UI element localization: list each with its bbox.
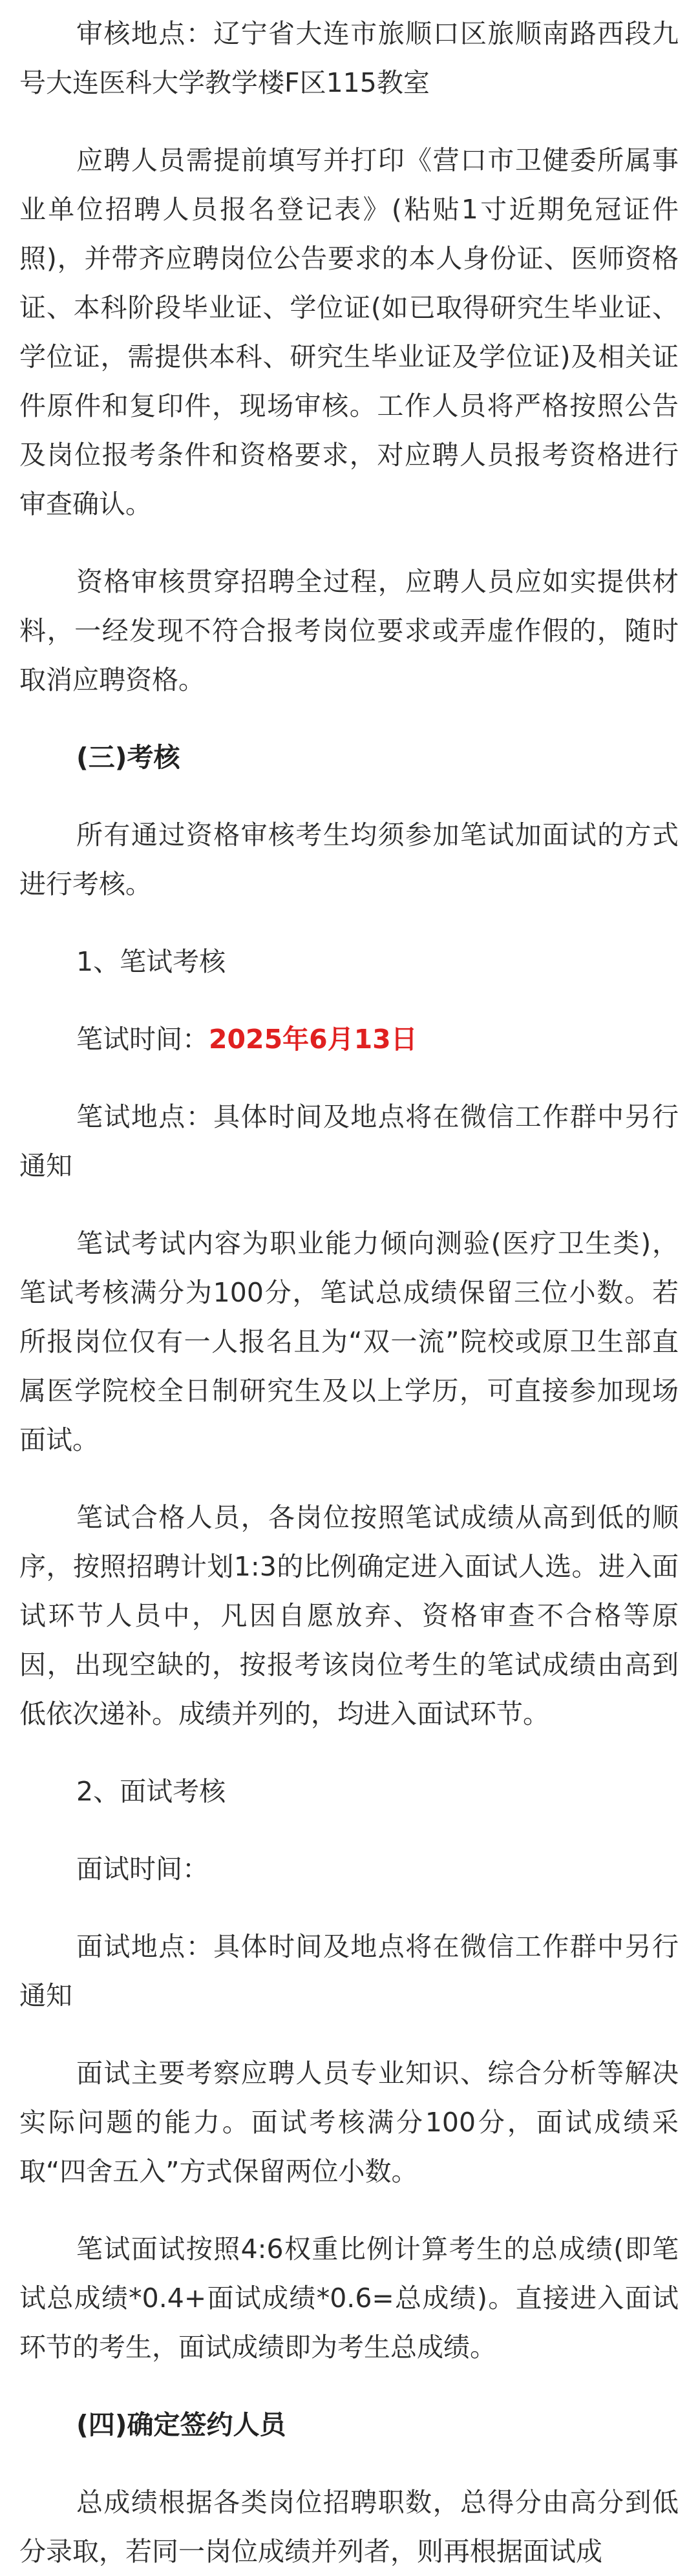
review-throughout-paragraph: 资格审核贯穿招聘全过程，应聘人员应如实提供材料，一经发现不符合报考岗位要求或弄虚作假的，随时取消应聘资格。 (19, 566, 679, 695)
interview-heading: 2、面试考核 (76, 1776, 226, 1807)
section4-paragraph: 总成绩根据各类岗位招聘职数，总得分由高分到低分录取，若同一岗位成绩并列者，则再根据面试成 (19, 2487, 679, 2567)
interview-content-paragraph: 面试主要考察应聘人员专业知识、综合分析等解决实际问题的能力。面试考核满分100分，面试成绩采取“四舍五入”方式保留两位小数。 (19, 2058, 679, 2187)
written-exam-heading: 1、笔试考核 (76, 946, 226, 977)
written-time-paragraph (19, 1015, 679, 1064)
written-time-value: 2025年6月13日 (209, 1024, 418, 1055)
written-time-label: 笔试时间： (76, 1024, 209, 1055)
section3-heading: (三)考核 (76, 742, 180, 773)
section4-heading: (四)确定签约人员 (76, 2409, 286, 2440)
interview-time-paragraph: 面试时间： (76, 1853, 209, 1884)
written-location-paragraph: 笔试地点：具体时间及地点将在微信工作群中另行通知 (19, 1101, 679, 1181)
written-pass-paragraph: 笔试合格人员，各岗位按照笔试成绩从高到低的顺序，按照招聘计划1:3的比例确定进入面试人选。进入面试环节人员中，凡因自愿放弃、资格审查不合格等原因，出现空缺的，按报考该岗位考生的笔试成绩由高到低依次递补。成绩并列的，均进入面试环节。 (19, 1502, 679, 1729)
exam-location-paragraph: 审核地点：辽宁省大连市旅顺口区旅顺南路西段九号大连医科大学教学楼F区115教室 (19, 18, 679, 98)
total-score-paragraph: 笔试面试按照4:6权重比例计算考生的总成绩(即笔试总成绩*0.4+面试成绩*0.6=总成绩)。直接进入面试环节的考生，面试成绩即为考生总成绩。 (19, 2233, 679, 2363)
written-content-paragraph: 笔试考试内容为职业能力倾向测验(医疗卫生类)，笔试考核满分为100分，笔试总成绩保留三位小数。若所报岗位仅有一人报名且为“双一流”院校或原卫生部直属医学院校全日制研究生及以上学历，可直接参加现场面试。 (19, 1228, 679, 1455)
interview-location-paragraph: 面试地点：具体时间及地点将在微信工作群中另行通知 (19, 1931, 679, 2011)
section3-intro-paragraph: 所有通过资格审核考生均须参加笔试加面试的方式进行考核。 (19, 819, 679, 900)
requirements-paragraph: 应聘人员需提前填写并打印《营口市卫健委所属事业单位招聘人员报名登记表》(粘贴1寸近期免冠证件照)，并带齐应聘岗位公告要求的本人身份证、医师资格证、本科阶段毕业证、学位证(如已取得研究生毕业证、学位证，需提供本科、研究生毕业证及学位证)及相关证件原件和复印件，现场审核。工作人员将严格按照公告及岗位报考条件和资格要求，对应聘人员报考资格进行审查确认。 (19, 145, 679, 520)
